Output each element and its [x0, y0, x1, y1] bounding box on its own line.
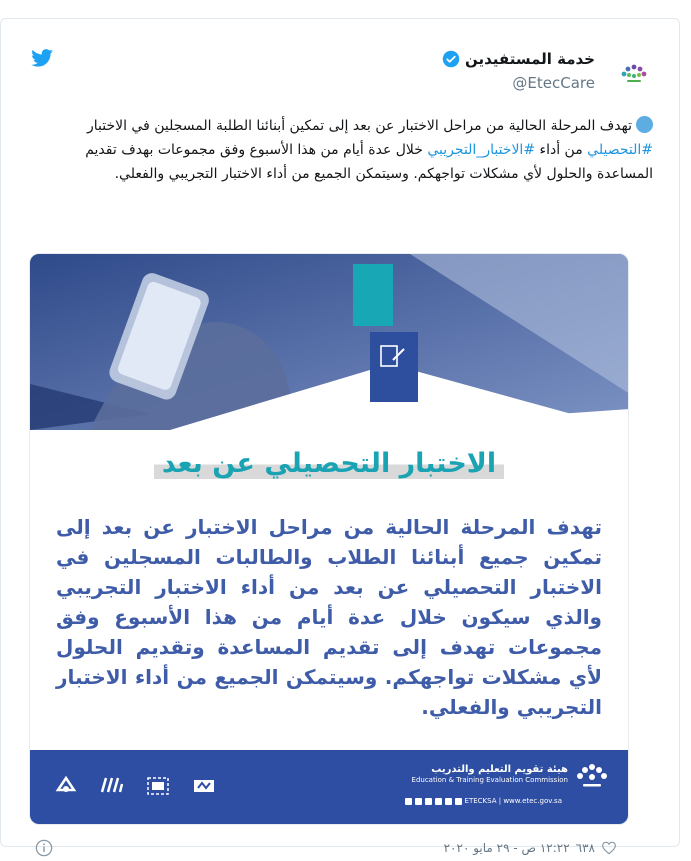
etec-footer-logo — [412, 764, 568, 784]
heart-icon[interactable] — [601, 841, 617, 855]
linkedin-icon — [455, 798, 462, 805]
like-count[interactable]: ٦٣٨ — [575, 841, 595, 855]
qiyas-logo-icon — [190, 772, 218, 800]
media-headline — [30, 448, 628, 479]
footer-social-row — [405, 797, 562, 805]
tweet-timestamp[interactable]: ١٢:٢٢ ص - ٢٩ مايو ٢٠٢٠ — [443, 841, 570, 855]
masar-logo-icon — [98, 772, 126, 800]
hashtag-link[interactable]: #التحصيلي — [587, 142, 653, 158]
footer-org-arabic: هيئة تقويم التعليم والتدريب — [431, 764, 568, 775]
instagram-icon — [435, 798, 442, 805]
ncaaa-logo-icon — [144, 772, 172, 800]
verified-badge-icon — [442, 50, 460, 68]
display-name[interactable] — [442, 50, 595, 68]
media-footer-band — [30, 750, 628, 824]
twitter-bird-icon[interactable] — [31, 49, 53, 67]
info-icon[interactable] — [35, 839, 53, 857]
etec-logo-icon — [619, 63, 649, 85]
facebook-icon — [405, 798, 412, 805]
tweet-media-image[interactable] — [29, 253, 629, 825]
avatar[interactable] — [611, 51, 657, 97]
snapchat-icon — [445, 798, 452, 805]
tweet-card — [0, 18, 680, 855]
media-body-text: تهدف المرحلة الحالية من مراحل الاختبار عن بعد إلى تمكين جميع أبنائنا الطلاب والطالبات المسجلين في الاختبار التحصيلي عن بعد من أداء الاختبار التجريبي والذي سيكون خلال عدة أيام من هذا الأسبوع وفق مجموعات تهدف إلى تقديم المساعدة وتقديم الحلول لأي مشكلات تواجهكم. وسيتمكن الجميع من أداء الاختبار التجريبي والفعلي. — [56, 515, 602, 719]
etec-footer-logo-icon — [574, 762, 610, 792]
hashtag-link[interactable]: #الاختبار_التجريبي — [427, 142, 536, 158]
account-name-block[interactable] — [442, 49, 595, 92]
hand-with-phone-photo — [30, 254, 629, 430]
tweet-text-part: من أداء — [535, 142, 588, 158]
account-handle[interactable]: @EtecCare — [512, 74, 595, 92]
display-name-text: خدمة المستفيدين — [464, 50, 595, 68]
tweet-actions-bar — [1, 839, 679, 861]
tweet-text-part: خلال عدة أيام من هذا الأسبوع وفق مجموعات بهدف تقديم المساعدة والحلول لأي مشكلات تواجهكم. وسيتمكن الجميع من أداء الاختبار التجريبي والفعلي. — [85, 142, 653, 182]
youtube-icon — [415, 798, 422, 805]
tweet-text-part: تهدف المرحلة الحالية من مراحل الاختبار عن بعد إلى تمكين أبنائنا الطلبة المسجلين في الاختبار — [86, 118, 632, 134]
media-headline-text: الاختبار التحصيلي عن بعد — [154, 448, 504, 479]
twitter-icon — [425, 798, 432, 805]
tamayuz-logo-icon — [52, 772, 80, 800]
like-and-time — [444, 841, 617, 855]
partner-logos — [52, 772, 218, 800]
tweet-text — [37, 114, 653, 186]
blue-circle-emoji-icon — [636, 116, 653, 133]
footer-social-text: ETECKSA | www.etec.gov.sa — [464, 797, 562, 805]
footer-org-english: Education & Training Evaluation Commission — [411, 776, 568, 784]
